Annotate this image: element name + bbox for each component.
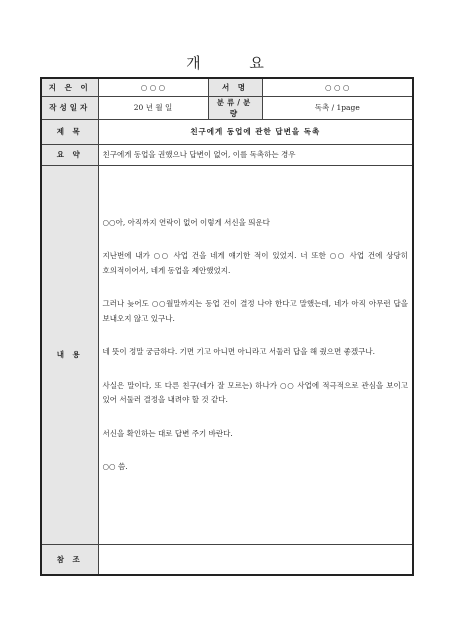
date-value[interactable]: 20 년 월 일: [98, 96, 208, 119]
content-paragraph: 서신을 확인하는 대로 답변 주기 바란다.: [102, 428, 233, 438]
content-paragraph: ○○아, 아직까지 연락이 없어 이렇게 서신을 띄운다: [102, 217, 270, 227]
content-paragraph: 지난번에 내가 ○○ 사업 건을 네게 얘기한 적이 있었지. 너 또한 ○○ 사업 건에 상당히 호의적이어서, 네게 동업을 제안했었지.: [102, 251, 408, 275]
content-paragraph: 사실은 말이다, 또 다른 친구(네가 잘 모르는) 하나가 ○○ 사업에 적극적으로 관심을 보이고 있어 서둘러 결정을 내려야 할 것 같다.: [102, 380, 408, 404]
content-paragraph: 네 뜻이 정말 궁금하다. 기면 기고 아니면 아니라고 서둘러 답을 해 줬으면 좋겠구나.: [102, 347, 375, 356]
overview-form: [40, 77, 414, 576]
content-body[interactable]: [98, 165, 413, 544]
document-title: 개 요: [186, 54, 286, 72]
author-label: 지 은 이: [41, 78, 98, 96]
date-label: 작성일자: [41, 96, 98, 119]
subject-label: 제 목: [41, 119, 98, 144]
summary-value[interactable]: 친구에게 동업을 권했으나 답변이 없어, 이를 독촉하는 경우: [98, 144, 413, 165]
category-value[interactable]: 독촉 / 1page: [262, 96, 413, 119]
category-label: 분류/분량: [208, 96, 262, 119]
sign-label: 서 명: [208, 78, 262, 96]
content-label: 내 용: [41, 165, 98, 544]
summary-label: 요 약: [41, 144, 98, 165]
subject-value[interactable]: 친구에게 동업에 관한 답변을 독촉: [98, 119, 413, 144]
author-value[interactable]: ○ ○ ○: [98, 78, 208, 96]
reference-label: 참 조: [41, 544, 98, 575]
content-paragraph: ○○ 씀.: [102, 462, 128, 471]
reference-value[interactable]: [98, 544, 413, 575]
content-paragraph: 그러나 늦어도 ○○월말까지는 동업 건이 결정 나야 한다고 말했는데, 네가 아직 아무런 답을 보내오지 않고 있구나.: [102, 299, 408, 323]
sign-value[interactable]: ○ ○ ○: [262, 78, 413, 96]
